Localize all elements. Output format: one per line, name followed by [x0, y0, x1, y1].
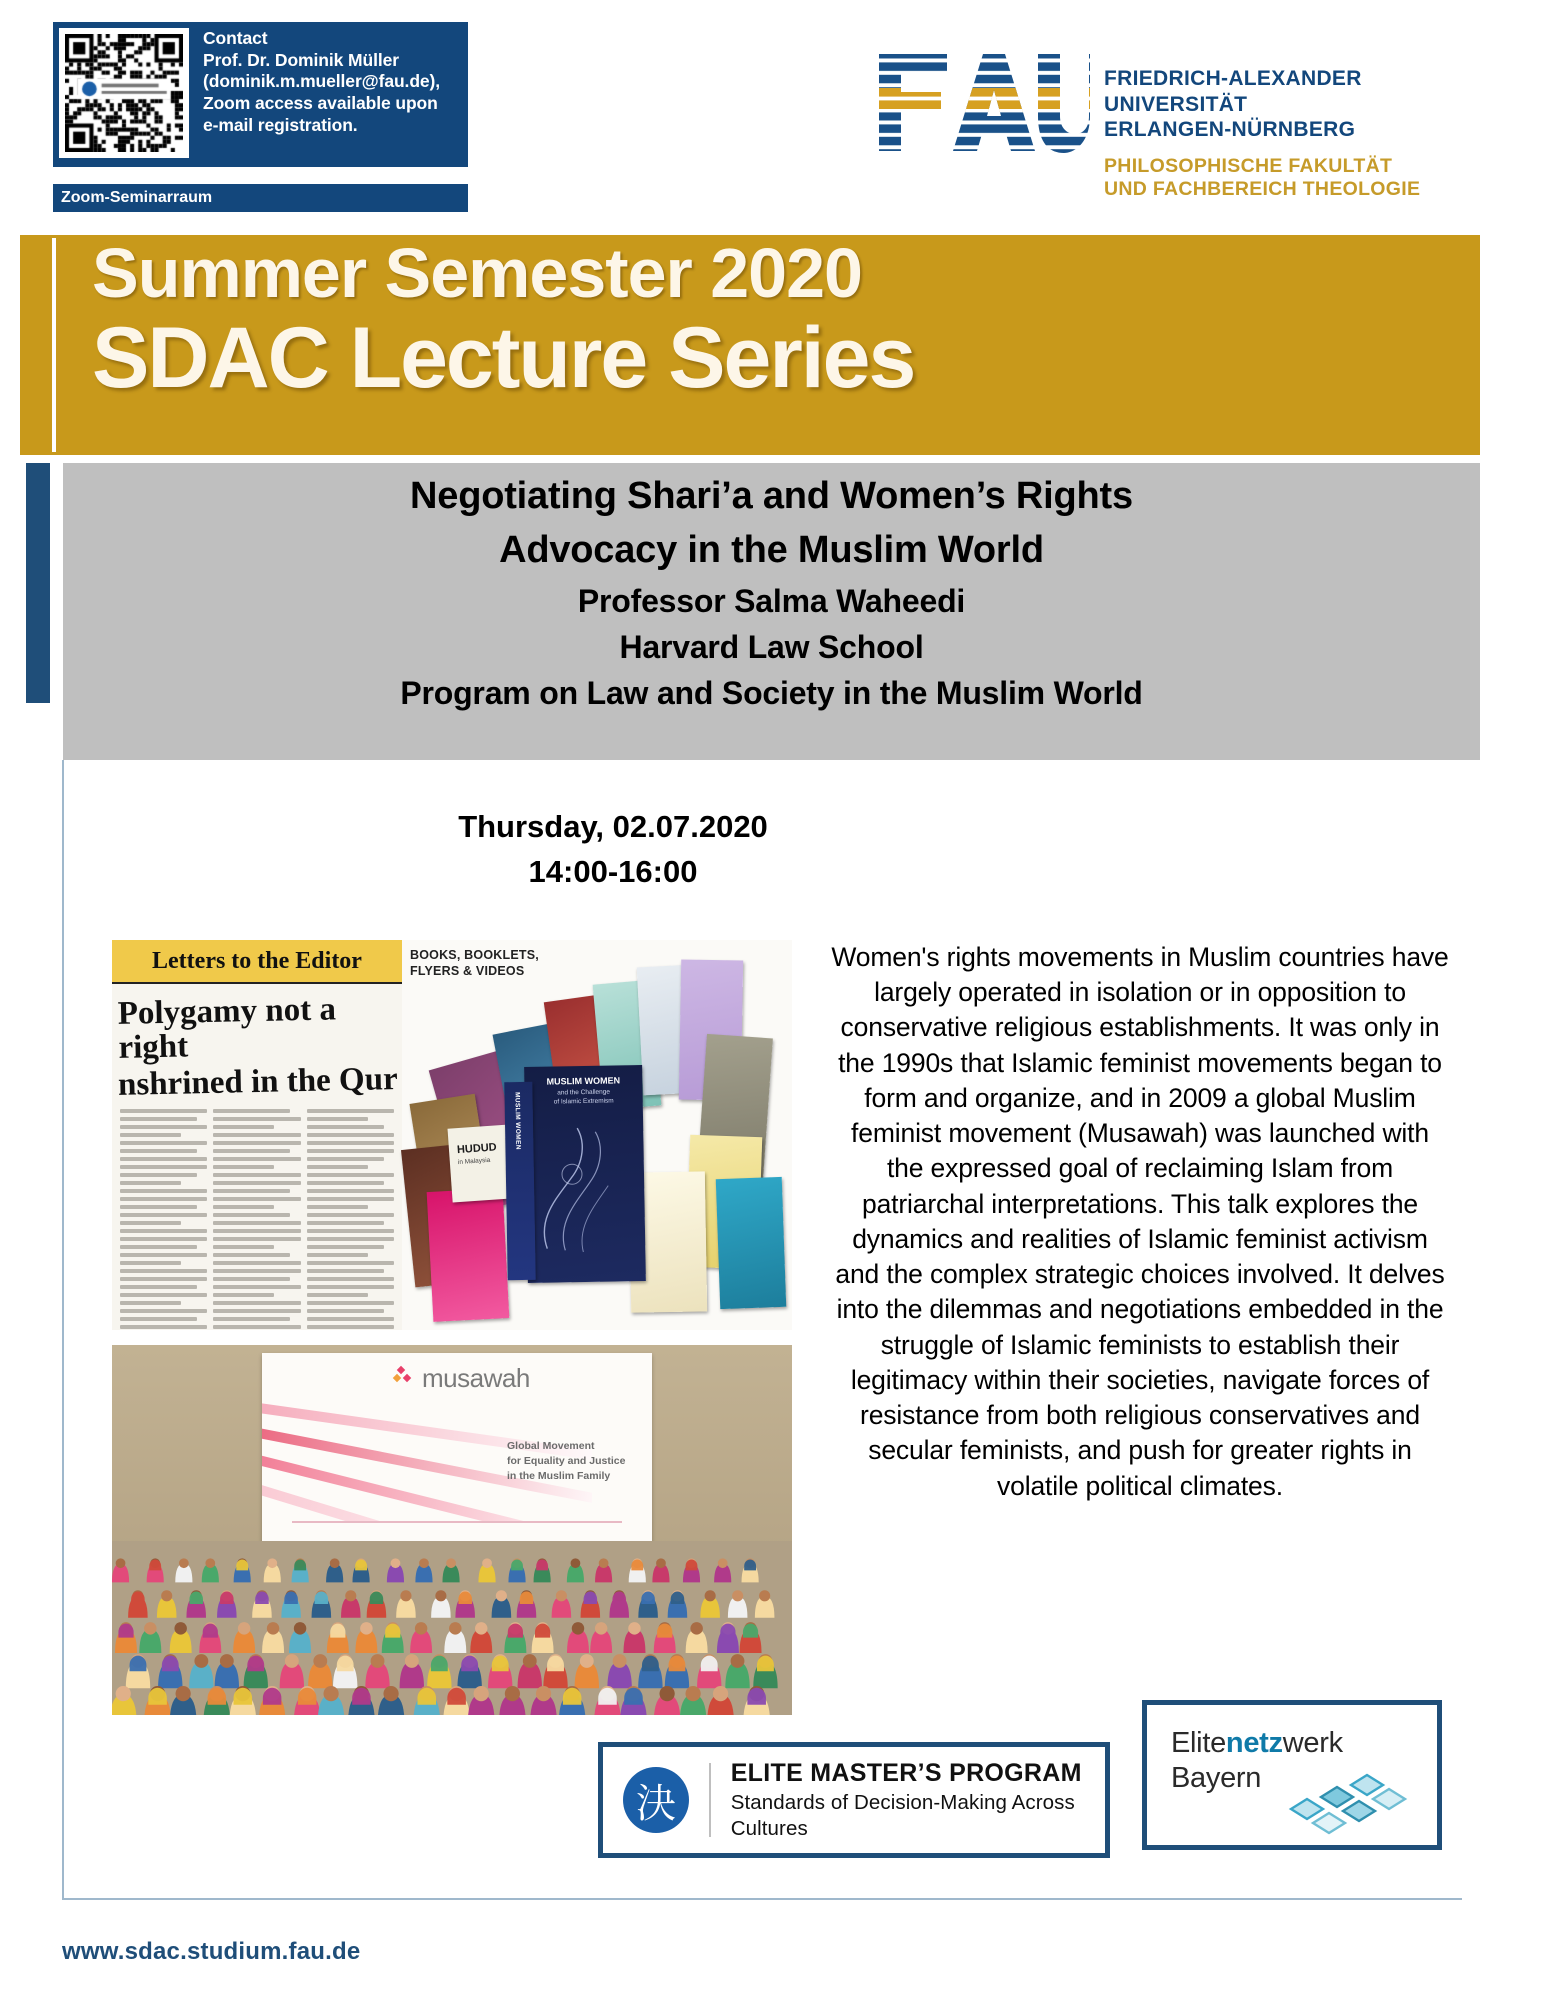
image-publications-collage	[112, 940, 792, 1330]
fau-name-line-3: ERLANGEN-NÜRNBERG	[1104, 118, 1356, 142]
enb-elite: Elite	[1171, 1727, 1226, 1759]
logo-divider	[709, 1763, 711, 1837]
footer-horizontal-rule	[62, 1898, 1462, 1900]
musawah-stage-banner	[262, 1353, 652, 1558]
books-caption	[410, 948, 539, 979]
zoom-room-label: Zoom-Seminarraum	[53, 184, 468, 212]
fau-logo-icon	[875, 50, 1090, 155]
fau-name-line-1: FRIEDRICH-ALEXANDER	[1104, 67, 1362, 90]
fau-faculty-line-2: UND FACHBEREICH THEOLOGIE	[1104, 178, 1421, 201]
lecture-title-line-2: Advocacy in the Muslim World	[499, 528, 1044, 571]
publication-cover	[716, 1177, 786, 1309]
banner-divider	[52, 238, 56, 452]
newspaper-column	[213, 1109, 300, 1330]
schedule-block	[63, 805, 1163, 895]
elite-program-title: ELITE MASTER’S PROGRAM	[730, 1759, 1082, 1788]
fau-logo-block	[875, 50, 1420, 202]
lecture-program: Program on Law and Society in the Muslim World	[400, 675, 1143, 712]
enb-werk: werk	[1282, 1727, 1343, 1759]
image-musawah-gathering	[112, 1345, 792, 1715]
schedule-date: Thursday, 02.07.2020	[458, 809, 768, 844]
enb-line-1	[1171, 1727, 1343, 1760]
schedule-time: 14:00-16:00	[528, 853, 698, 889]
musawah-brand: musawah	[422, 1363, 530, 1393]
contact-details	[189, 22, 446, 136]
newspaper-clipping	[112, 940, 402, 1330]
publication-cover-spine: MUSLIM WOMEN	[504, 1082, 535, 1280]
lecture-title-line-1: Negotiating Shari’a and Women’s Rights	[410, 475, 1133, 517]
musawah-tagline-1: Global Movement	[507, 1440, 595, 1452]
elite-program-subtitle: Standards of Decision-Making Across Cultures	[730, 1791, 1075, 1840]
musawah-tagline-3: in the Muslim Family	[507, 1470, 611, 1483]
books-collage	[402, 940, 792, 1330]
contact-email: (dominik.m.mueller@fau.de),	[203, 71, 441, 92]
newspaper-masthead-text: Letters to the Editor	[152, 947, 362, 974]
contact-box	[53, 22, 468, 167]
enb-netz: netz	[1225, 1727, 1283, 1759]
contact-registration-note: e-mail registration.	[203, 114, 358, 135]
banner-text	[92, 234, 1472, 407]
publication-cover	[427, 1188, 510, 1322]
fau-faculty-line-1: PHILOSOPHISCHE FAKULTÄT	[1104, 154, 1393, 177]
fau-name-line-2: UNIVERSITÄT	[1104, 92, 1248, 116]
blue-accent-tab	[26, 463, 50, 703]
lecture-info-text	[63, 470, 1480, 716]
enb-line-2: Bayern	[1171, 1762, 1262, 1794]
newspaper-headline-1: Polygamy not a right	[117, 991, 337, 1067]
lecture-speaker: Professor Salma Waheedi	[577, 582, 966, 619]
newspaper-masthead	[112, 940, 402, 984]
enb-diamond-mark-icon	[1277, 1757, 1427, 1837]
newspaper-column	[120, 1109, 207, 1330]
group-photo-crowd	[112, 1541, 792, 1715]
contact-zoom-note: Zoom access available upon	[203, 93, 438, 114]
decision-seal-icon: 決	[623, 1767, 689, 1833]
publication-cover-hudud: HUDUD in Malaysia	[448, 1123, 529, 1202]
left-vertical-rule	[62, 760, 64, 1900]
newspaper-column	[307, 1109, 394, 1330]
contact-heading: Contact	[203, 28, 268, 48]
elite-masters-program-logo	[598, 1742, 1110, 1858]
crowd-illustration	[112, 1541, 792, 1715]
books-caption-line-2: FLYERS & VIDEOS	[410, 963, 525, 978]
contact-name: Prof. Dr. Dominik Müller	[203, 49, 399, 70]
elitenetzwerk-bayern-logo	[1142, 1700, 1442, 1850]
newspaper-columns	[112, 1099, 402, 1330]
musawah-tagline-2: for Equality and Justice	[507, 1455, 626, 1468]
banner-semester: Summer Semester 2020	[92, 234, 862, 312]
fau-wordmark	[1104, 50, 1420, 202]
banner-series-title: SDAC Lecture Series	[92, 310, 915, 407]
musawah-tagline	[507, 1439, 625, 1485]
publication-cover-featured: MUSLIM WOMEN and the Challenge of Islamic Extremism	[524, 1065, 646, 1283]
musawah-banner-rule	[292, 1521, 622, 1523]
qr-code	[59, 28, 189, 158]
lecture-affiliation: Harvard Law School	[619, 628, 924, 665]
footer-website-url: www.sdac.studium.fau.de	[62, 1938, 361, 1965]
books-caption-line-1: BOOKS, BOOKLETS,	[410, 948, 539, 962]
newspaper-headline-2: nshrined in the Qur	[117, 1060, 399, 1103]
abstract-text: Women's rights movements in Muslim countries have largely operated in isolation or in opposition to conservative religious establishments. It was only in the 1990s that Islamic feminist movements began to form and organize, and in 2009 a global Muslim feminist movement (Musawah) was launched with the expressed goal of reclaiming Islam from patriarchal interpretations. This talk explores the dynamics and realities of Islamic feminist activism and the complex strategic choices involved. It delves into the dilemmas and negotiations embedded in the struggle of Islamic feminists to establish their legitimacy within their societies, navigate forces of resistance from both religious conservatives and secular feminists, and push for greater rights in volatile political climates.	[831, 942, 1449, 1501]
